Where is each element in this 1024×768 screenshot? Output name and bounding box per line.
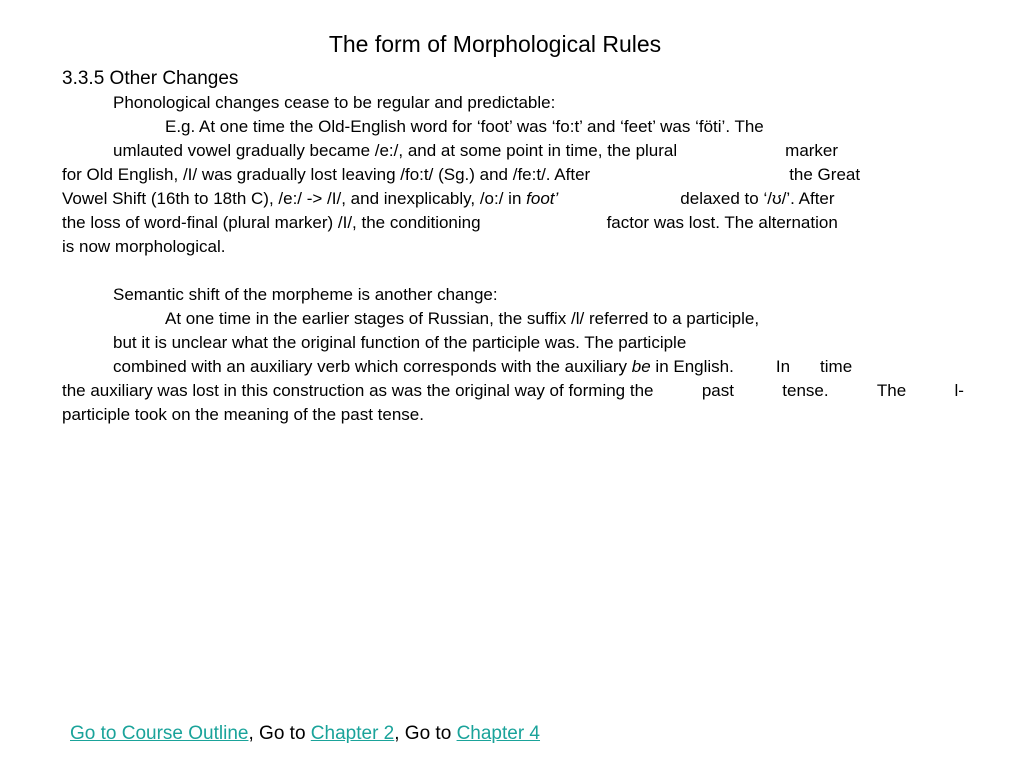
para2-line3-a: combined with an auxiliary verb which corresponds with the auxiliary <box>113 357 628 376</box>
chapter-4-link[interactable]: Chapter 4 <box>456 723 541 744</box>
para1-line5-a: the loss of word-final (plural marker) /I/, the conditioning <box>62 213 481 232</box>
course-outline-link[interactable]: Go to Course Outline <box>70 723 249 744</box>
slide-body <box>62 67 964 427</box>
para1-line4-b: delaxed to ‘/ʊ/’. After <box>680 189 835 208</box>
para1-line4-a: Vowel Shift (16th to 18th C), /e:/ -> /I/, and inexplicably, /o:/ in <box>62 189 522 208</box>
para1-line2-b: marker <box>785 141 839 160</box>
para2-line4-w3: The <box>876 381 907 400</box>
para1-line6: is now morphological. <box>62 237 226 256</box>
para2-line2: but it is unclear what the original function of the participle was. The participle <box>113 333 687 352</box>
para2-line4-w4: l- <box>954 381 964 400</box>
para2-line4 <box>62 379 964 403</box>
para1-line2 <box>62 139 964 163</box>
para1-line4 <box>62 187 964 211</box>
para1-line2-a: umlauted vowel gradually became /e:/, and at some point in time, the plural <box>113 141 678 160</box>
para1-line4-italic: foot’ <box>526 189 559 208</box>
paragraph-spacer <box>62 259 964 283</box>
para1-line3-b: the Great <box>789 165 861 184</box>
chapter-2-link[interactable]: Chapter 2 <box>310 723 395 744</box>
para1-line3-a: for Old English, /I/ was gradually lost leaving /fo:t/ (Sg.) and /fe:t/. After <box>62 165 591 184</box>
para2-line4-w1: past <box>701 381 734 400</box>
para2-line3 <box>62 355 964 379</box>
para1-line1: E.g. At one time the Old-English word for ‘foot’ was ‘fo:t’ and ‘feet’ was ‘föti’. The <box>165 117 764 136</box>
section-heading: 3.3.5 Other Changes <box>62 68 239 89</box>
para2-line3-italic: be <box>631 357 651 376</box>
para2-intro: Semantic shift of the morpheme is another change: <box>113 285 498 304</box>
para2-line4-w2: tense. <box>782 381 829 400</box>
para2-line5: participle took on the meaning of the past tense. <box>62 405 424 424</box>
para1-line3 <box>62 163 964 187</box>
para2-line3-b: in English. <box>655 357 734 376</box>
footer-separator-1: , Go to <box>248 723 311 744</box>
footer-separator-2: , Go to <box>394 723 457 744</box>
para1-line5-b: factor was lost. The alternation <box>606 213 838 232</box>
para2-line4-w0: the auxiliary was lost in this construction as was the original way of forming the <box>62 381 654 400</box>
para1-line5 <box>62 211 964 235</box>
slide-title: The form of Morphological Rules <box>328 31 662 57</box>
para2-line3-d: time <box>820 357 853 376</box>
para2-line1: At one time in the earlier stages of Russian, the suffix /l/ referred to a participle, <box>165 309 760 328</box>
para1-intro: Phonological changes cease to be regular and predictable: <box>113 93 556 112</box>
para2-line3-c: In <box>775 357 791 376</box>
footer-navigation <box>70 722 540 746</box>
